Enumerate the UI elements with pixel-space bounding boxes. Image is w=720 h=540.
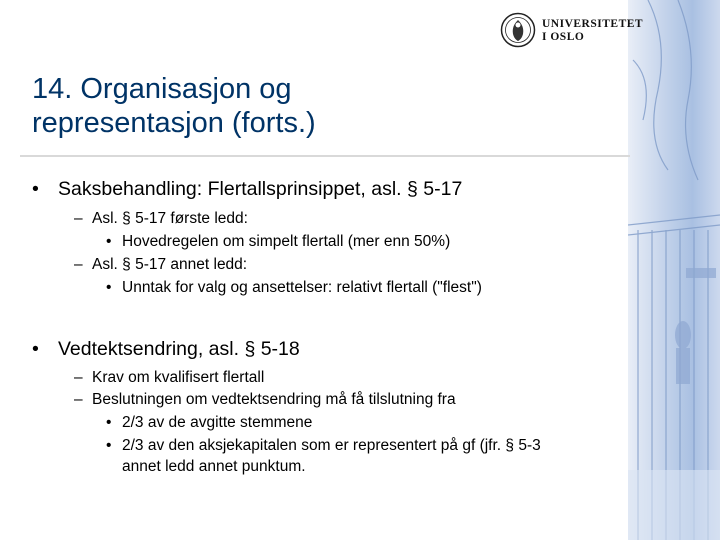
title-line-1: 14. Organisasjon og	[32, 73, 292, 105]
subbullet-text: Beslutningen om vedtektsendring må få tilslutning fra	[92, 391, 456, 408]
subbullet-forste-ledd	[74, 210, 248, 228]
bullet-marker: •	[106, 233, 112, 250]
subsubbullet-hovedregelen	[106, 233, 450, 251]
logo-line2: I OSLO	[542, 31, 585, 43]
title-line-2: representasjon (forts.)	[32, 107, 316, 139]
dash-marker: –	[74, 369, 83, 386]
decorative-side-panel	[628, 0, 720, 540]
subsubbullet-text: 2/3 av den aksjekapitalen som er representert på gf (jfr. § 5-3	[122, 437, 541, 454]
bullet-marker: •	[106, 437, 112, 454]
subbullet-krav	[74, 369, 264, 387]
subsubbullet-continuation	[122, 458, 306, 476]
subbullet-text: Asl. § 5-17 første ledd:	[92, 210, 248, 227]
bullet-saksbehandling	[32, 178, 462, 201]
subsubbullet-text: 2/3 av de avgitte stemmene	[122, 414, 313, 431]
subsubbullet-aksjekapitalen	[106, 437, 541, 455]
bullet-vedtektsendring	[32, 338, 300, 361]
subsubbullet-avgitte	[106, 414, 312, 432]
dash-marker: –	[74, 210, 83, 227]
bullet-marker: •	[106, 279, 112, 296]
dash-marker: –	[74, 256, 83, 273]
subbullet-annet-ledd	[74, 256, 247, 274]
bullet-text: Vedtektsendring, asl. § 5-18	[58, 338, 300, 360]
university-logo	[500, 12, 644, 54]
subbullet-text: Krav om kvalifisert flertall	[92, 369, 265, 386]
subbullet-text: Asl. § 5-17 annet ledd:	[92, 256, 248, 273]
bullet-marker: •	[32, 178, 39, 200]
subsubbullet-unntak	[106, 279, 482, 297]
subsubbullet-text: Unntak for valg og ansettelser: relativt flertall ("flest")	[122, 279, 482, 296]
subsubbullet-text: Hovedregelen om simpelt flertall (mer enn 50%)	[122, 233, 451, 250]
logo-line1: UNIVERSITETET	[542, 18, 644, 30]
bullet-marker: •	[32, 338, 39, 360]
continuation-text: annet ledd annet punktum.	[122, 458, 306, 475]
university-seal-icon	[500, 12, 536, 48]
bullet-text: Saksbehandling: Flertallsprinsippet, asl. § 5-17	[58, 178, 463, 200]
dash-marker: –	[74, 391, 83, 408]
subbullet-beslutningen	[74, 391, 456, 409]
slide-title	[32, 72, 622, 140]
title-divider	[20, 155, 630, 157]
columns-illustration	[628, 0, 720, 540]
bullet-marker: •	[106, 414, 112, 431]
